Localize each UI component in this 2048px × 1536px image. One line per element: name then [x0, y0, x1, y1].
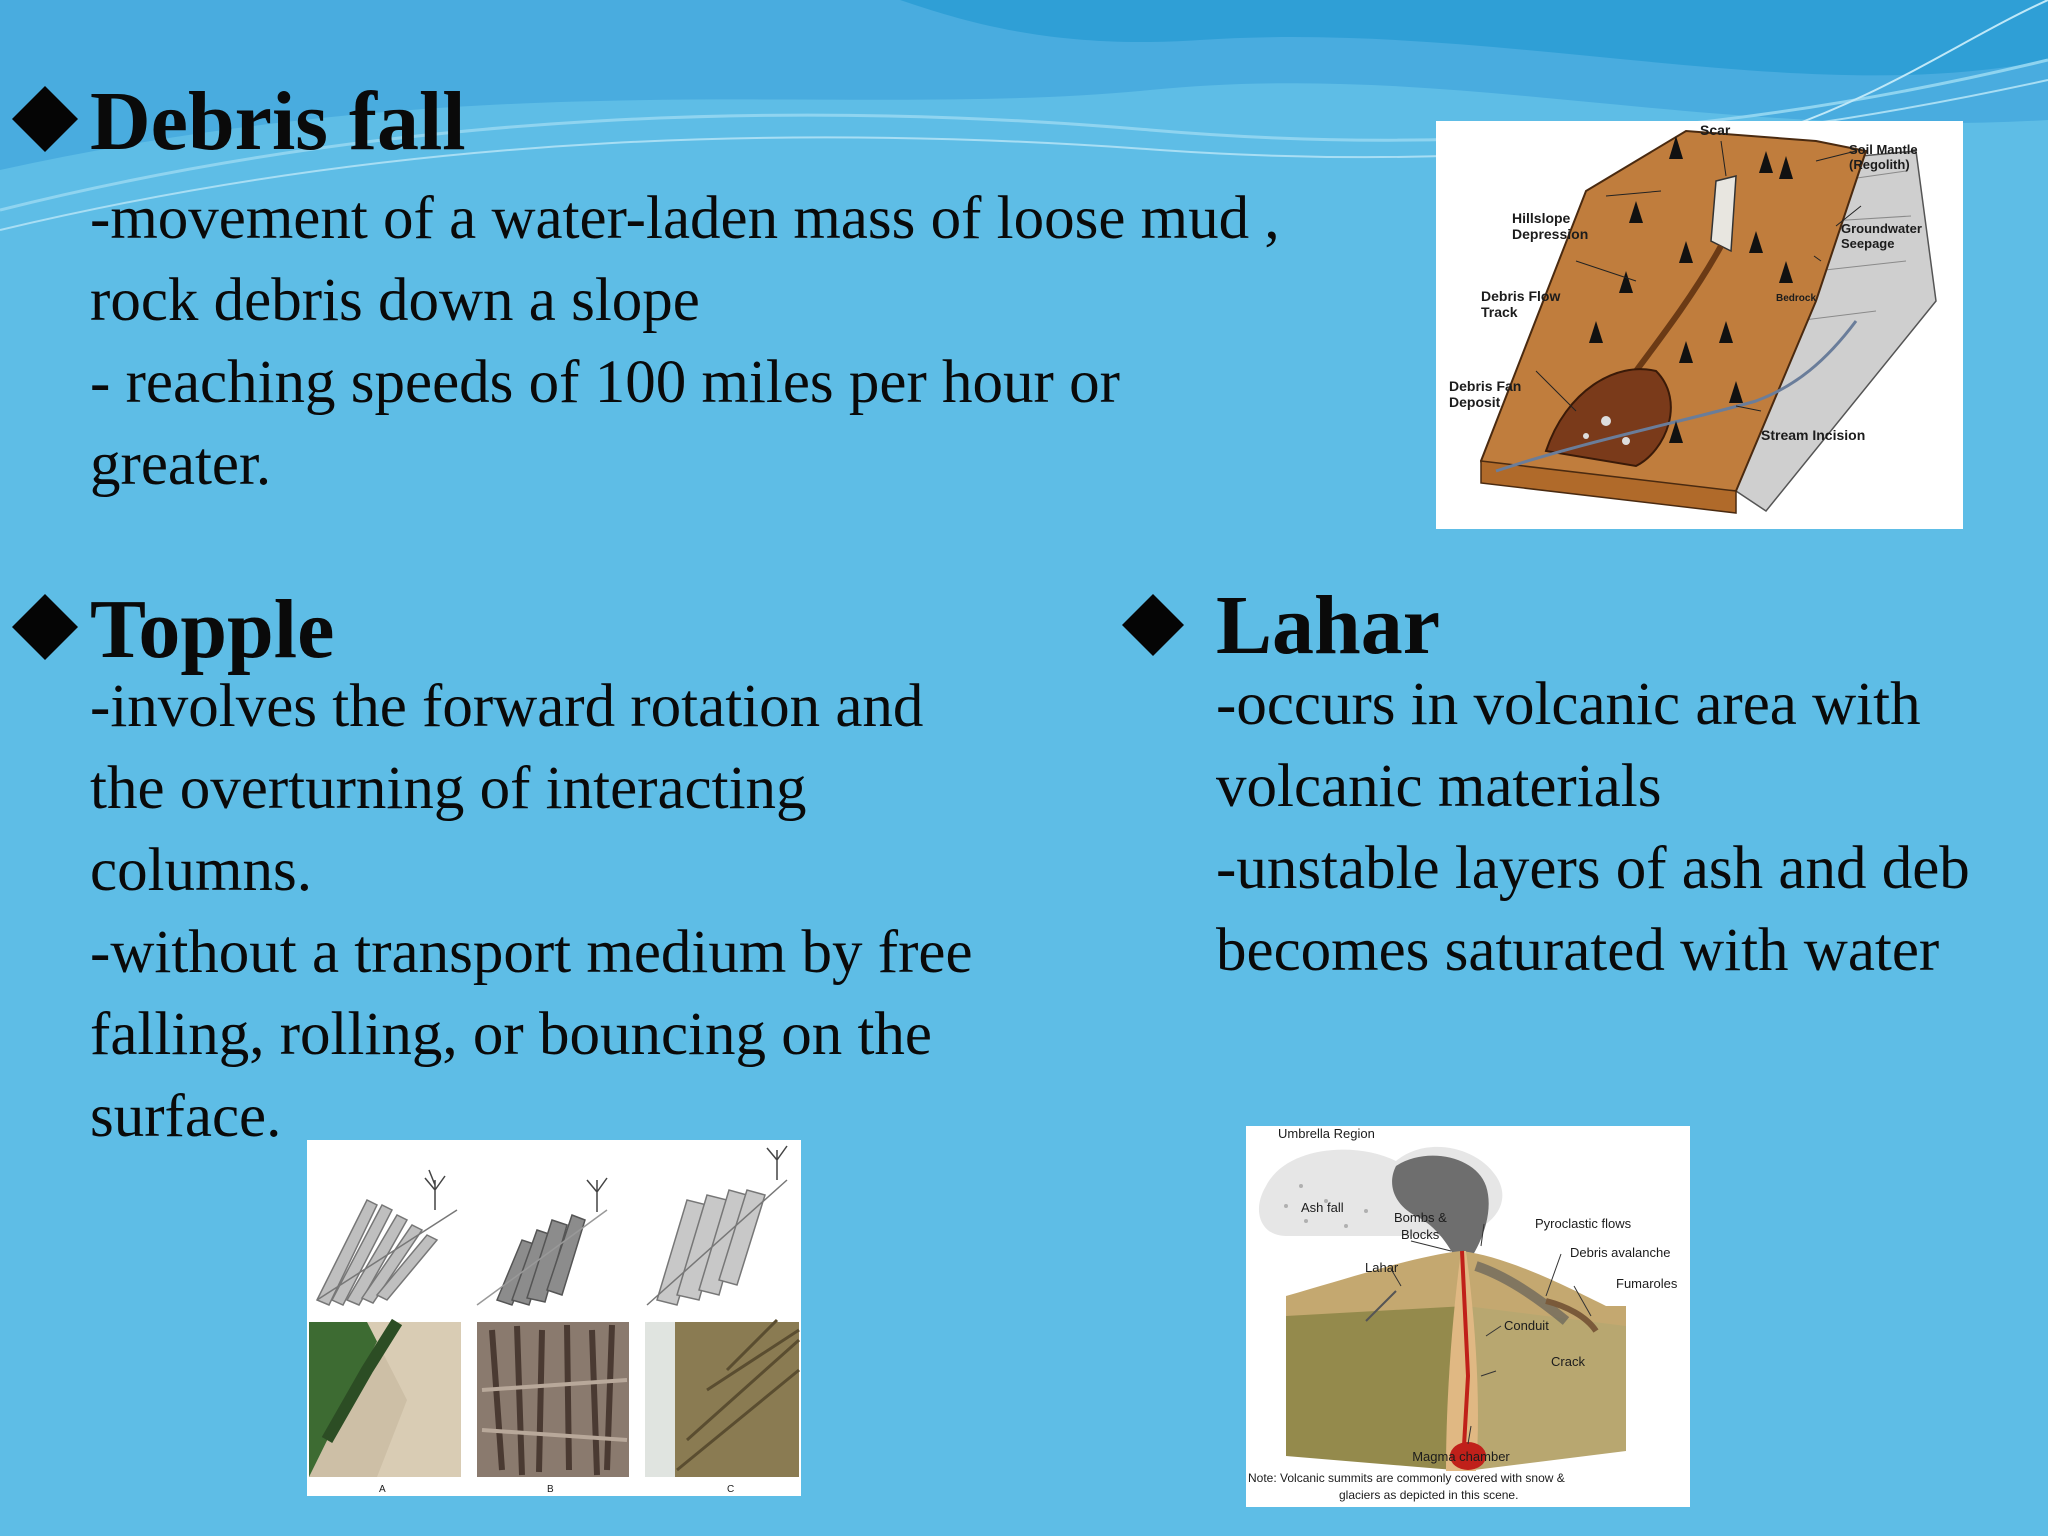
label-groundwater: Groundwater — [1841, 221, 1922, 236]
text-line: volcanic materials — [1216, 753, 1662, 820]
lahar-description — [1216, 664, 1970, 992]
topple-sketch-a — [317, 1170, 457, 1305]
topple-photo-c — [645, 1320, 799, 1477]
text-line: greater. — [90, 431, 272, 498]
label-fumaroles: Fumaroles — [1616, 1276, 1678, 1291]
label-soil-mantle: (Regolith) — [1849, 157, 1910, 172]
label-pyroclastic-flows: Pyroclastic flows — [1535, 1216, 1632, 1231]
text-line: -without a transport medium by free — [90, 919, 973, 986]
label-hillslope: Depression — [1512, 226, 1589, 242]
label-debris-avalanche: Debris avalanche — [1570, 1245, 1671, 1260]
figure-note: glaciers as depicted in this scene. — [1339, 1488, 1519, 1502]
text-line: -unstable layers of ash and deb — [1216, 835, 1970, 902]
section-title-debris-fall: Debris fall — [90, 75, 466, 168]
text-line: surface. — [90, 1083, 282, 1150]
section-title-topple: Topple — [90, 583, 335, 676]
label-lahar: Lahar — [1365, 1260, 1399, 1275]
label-c: C — [727, 1484, 735, 1495]
label-flow-track: Debris Flow — [1481, 288, 1561, 304]
label-soil-mantle: Soil Mantle — [1849, 142, 1918, 157]
debris-fall-description — [90, 178, 1280, 506]
label-scar: Scar — [1700, 122, 1731, 138]
label-hillslope: Hillslope — [1512, 210, 1571, 226]
topple-description — [90, 666, 973, 1158]
text-line: - reaching speeds of 100 miles per hour or — [90, 349, 1120, 416]
label-stream-incision: Stream Incision — [1761, 427, 1866, 443]
text-line: the overturning of interacting — [90, 755, 807, 822]
text-line: falling, rolling, or bouncing on the — [90, 1001, 932, 1068]
debris-flow-diagram — [1436, 121, 1963, 529]
text-line: -involves the forward rotation and — [90, 673, 924, 740]
section-title-lahar: Lahar — [1216, 579, 1441, 672]
text-line: rock debris down a slope — [90, 267, 700, 334]
text-line: columns. — [90, 837, 312, 904]
label-bedrock: Bedrock — [1776, 293, 1817, 304]
label-crack: Crack — [1551, 1354, 1585, 1369]
topple-illustration — [307, 1140, 801, 1496]
text-line: becomes saturated with water — [1216, 917, 1940, 984]
topple-sketch-c — [647, 1146, 787, 1305]
label-ash-fall: Ash fall — [1301, 1200, 1344, 1215]
topple-photo-a — [309, 1322, 461, 1477]
topple-sketch-b — [477, 1178, 607, 1305]
text-line: -occurs in volcanic area with — [1216, 671, 1921, 738]
label-b: B — [547, 1484, 554, 1495]
label-bombs-blocks: Bombs & — [1394, 1210, 1447, 1225]
label-bombs-blocks: Blocks — [1401, 1227, 1440, 1242]
topple-photo-b — [477, 1322, 629, 1477]
volcano-diagram — [1246, 1126, 1690, 1507]
label-debris-fan: Deposit — [1449, 394, 1501, 410]
label-groundwater: Seepage — [1841, 236, 1895, 251]
figure-note: Note: Volcanic summits are commonly covered with snow & — [1248, 1471, 1565, 1485]
label-conduit: Conduit — [1504, 1318, 1549, 1333]
text-line: -movement of a water-laden mass of loose mud , — [90, 185, 1280, 252]
label-flow-track: Track — [1481, 304, 1518, 320]
label-a: A — [379, 1484, 386, 1495]
label-umbrella-region: Umbrella Region — [1278, 1126, 1375, 1141]
label-debris-fan: Debris Fan — [1449, 378, 1522, 394]
label-magma-chamber: Magma chamber — [1412, 1449, 1510, 1464]
